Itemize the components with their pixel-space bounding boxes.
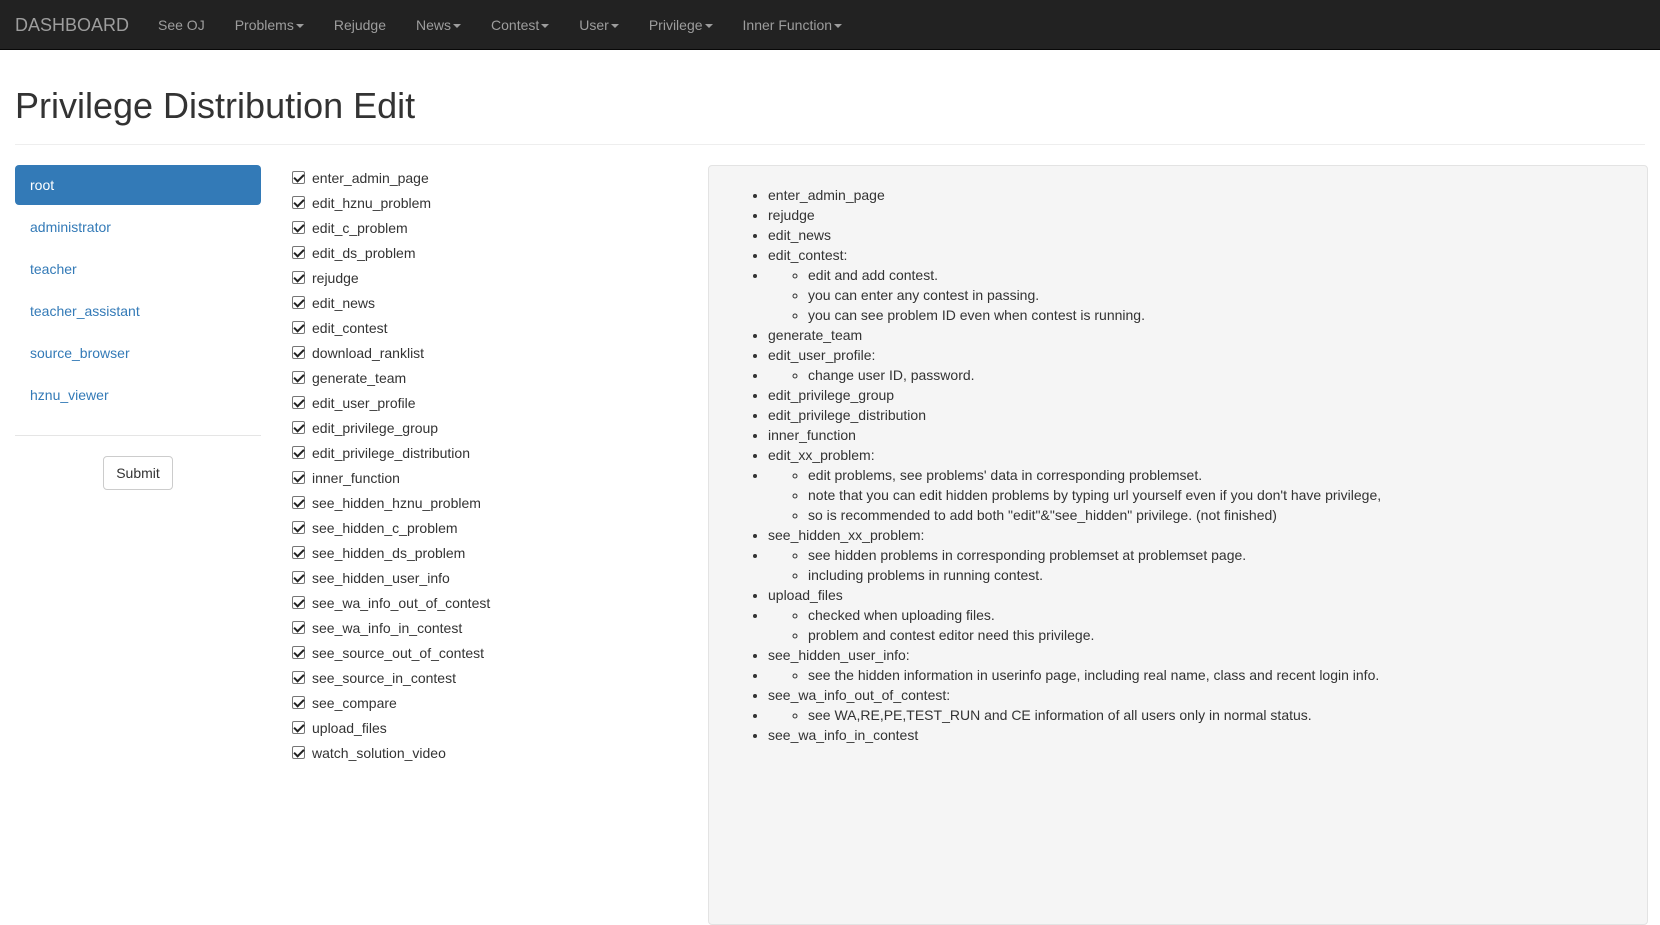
help-subitem: ◦ including problems in running contest. <box>808 565 1628 585</box>
privilege-label: rejudge <box>312 269 359 286</box>
privilege-label: see_source_out_of_contest <box>312 644 485 661</box>
privilege-label: see_compare <box>312 694 397 711</box>
submit-wrap <box>15 456 261 490</box>
privilege-checkbox[interactable] <box>292 271 305 284</box>
privilege-item <box>292 740 672 765</box>
privilege-checkbox[interactable] <box>292 571 305 584</box>
help-item <box>768 405 1628 425</box>
nav-menu <box>143 0 857 50</box>
privilege-label: see_hidden_ds_problem <box>312 544 466 561</box>
help-item <box>768 325 1628 345</box>
privilege-label: edit_privilege_distribution <box>312 444 470 461</box>
help-item <box>768 245 1628 265</box>
privilege-checkbox[interactable] <box>292 446 305 459</box>
help-item-text: edit_user_profile: <box>768 347 876 363</box>
help-item-text: generate_team <box>768 327 863 343</box>
nav-item-user[interactable] <box>564 0 634 50</box>
privilege-label: enter_admin_page <box>312 169 429 186</box>
help-sublist <box>768 665 1628 685</box>
help-sublist <box>768 365 1628 385</box>
privilege-item <box>292 690 672 715</box>
help-item-text: edit_contest: <box>768 247 848 263</box>
privilege-label: edit_privilege_group <box>312 419 439 436</box>
help-item <box>768 545 1628 585</box>
privilege-checkbox[interactable] <box>292 596 305 609</box>
help-item <box>768 645 1628 665</box>
privilege-item <box>292 290 672 315</box>
help-item <box>768 185 1628 205</box>
privilege-checkbox[interactable] <box>292 346 305 359</box>
privilege-item <box>292 615 672 640</box>
help-item <box>768 685 1628 705</box>
nav-item-problems[interactable] <box>220 0 319 50</box>
privilege-checklist <box>292 165 672 765</box>
nav-item-privilege[interactable] <box>634 0 728 50</box>
privilege-item <box>292 165 672 190</box>
nav-item-contest[interactable] <box>476 0 564 50</box>
privilege-label: see_hidden_hznu_problem <box>312 494 481 511</box>
help-item <box>768 705 1628 725</box>
privilege-item <box>292 315 672 340</box>
help-subitem: ◦ so is recommended to add both "edit"&"see_hidden" privilege. (not finished) <box>808 505 1628 525</box>
help-item-text: edit_xx_problem: <box>768 447 875 463</box>
privilege-checkbox[interactable] <box>292 371 305 384</box>
privilege-checkbox[interactable] <box>292 246 305 259</box>
privilege-item <box>292 715 672 740</box>
help-item-text: upload_files <box>768 587 843 603</box>
privilege-checkbox[interactable] <box>292 171 305 184</box>
privilege-label: edit_c_problem <box>312 219 408 236</box>
group-item-teacher-assistant[interactable]: teacher_assistant <box>30 303 140 319</box>
caret-down-icon <box>834 24 842 28</box>
help-subitem: ◦ • checked when uploading files. <box>808 605 1628 625</box>
group-item-administrator[interactable]: administrator <box>30 219 111 235</box>
privilege-checkbox[interactable] <box>292 521 305 534</box>
help-item-text: see_wa_info_in_contest <box>768 727 919 743</box>
help-item <box>768 365 1628 385</box>
help-item <box>768 385 1628 405</box>
privilege-item <box>292 640 672 665</box>
help-subitem: ◦ • edit problems, see problems' data in corresponding problemset. <box>808 465 1628 485</box>
nav-item-rejudge[interactable] <box>319 0 401 50</box>
help-item <box>768 605 1628 645</box>
caret-down-icon <box>705 24 713 28</box>
help-item <box>768 345 1628 365</box>
privilege-item <box>292 590 672 615</box>
privilege-item <box>292 440 672 465</box>
privilege-label: watch_solution_video <box>312 744 446 761</box>
nav-item-label: Contest <box>491 16 540 33</box>
privilege-item <box>292 415 672 440</box>
nav-item-inner-function[interactable] <box>728 0 858 50</box>
page-header <box>15 50 1645 145</box>
privilege-label: edit_user_profile <box>312 394 416 411</box>
help-item <box>768 525 1628 545</box>
nav-item-see-oj[interactable] <box>143 0 220 50</box>
help-subitem: ◦ • see hidden problems in corresponding problemset at problemset page. <box>808 545 1628 565</box>
privilege-checkbox[interactable] <box>292 546 305 559</box>
help-item-text: edit_privilege_distribution <box>768 407 926 423</box>
privilege-checkbox[interactable] <box>292 646 305 659</box>
caret-down-icon <box>611 24 619 28</box>
nav-item-label: Rejudge <box>333 16 386 33</box>
help-item-text: see_hidden_user_info: <box>768 647 910 663</box>
caret-down-icon <box>541 24 549 28</box>
privilege-item <box>292 515 672 540</box>
help-list <box>728 185 1628 745</box>
help-item <box>768 225 1628 245</box>
privilege-item <box>292 240 672 265</box>
group-item-root[interactable]: root <box>15 165 261 205</box>
help-item-text: see_wa_info_out_of_contest: <box>768 687 951 703</box>
help-item-text: inner_function <box>768 427 856 443</box>
help-item <box>768 725 1628 745</box>
privilege-item <box>292 465 672 490</box>
nav-item-label: Inner Function <box>742 16 833 33</box>
privilege-label: download_ranklist <box>312 344 425 361</box>
privilege-checkbox[interactable] <box>292 696 305 709</box>
privilege-checkbox[interactable] <box>292 221 305 234</box>
privilege-item <box>292 665 672 690</box>
help-subitem: ◦ • edit and add contest. <box>808 265 1628 285</box>
privilege-label: edit_news <box>312 294 376 311</box>
privilege-item <box>292 265 672 290</box>
help-sublist <box>768 545 1628 585</box>
privilege-label: edit_ds_problem <box>312 244 416 261</box>
privilege-label: see_hidden_c_problem <box>312 519 458 536</box>
privilege-label: upload_files <box>312 719 387 736</box>
privilege-item <box>292 365 672 390</box>
help-subitem: ◦ • see the hidden information in userinfo page, including real name, class and recent login info. <box>808 665 1628 685</box>
help-item <box>768 265 1628 325</box>
help-item-text: edit_privilege_group <box>768 387 895 403</box>
privilege-label: see_source_in_contest <box>312 669 456 686</box>
privilege-checkbox[interactable] <box>292 321 305 334</box>
privilege-label: inner_function <box>312 469 400 486</box>
help-subitem: ◦ you can see problem ID even when contest is running. <box>808 305 1628 325</box>
privilege-checkbox[interactable] <box>292 471 305 484</box>
privilege-item <box>292 490 672 515</box>
caret-down-icon <box>453 24 461 28</box>
help-item <box>768 205 1628 225</box>
divider <box>15 435 261 436</box>
privilege-checkbox[interactable] <box>292 296 305 309</box>
nav-item-label: Privilege <box>648 16 703 33</box>
help-subitem: ◦ • change user ID, password. <box>808 365 1628 385</box>
group-item-source-browser[interactable]: source_browser <box>30 345 130 361</box>
help-subitem: ◦ note that you can edit hidden problems by typing url yourself even if you don't have privilege, <box>808 485 1628 505</box>
help-item <box>768 445 1628 465</box>
nav-item-label: User <box>579 16 609 33</box>
help-item <box>768 585 1628 605</box>
nav-item-news[interactable] <box>401 0 476 50</box>
privilege-label: edit_contest <box>312 319 388 336</box>
privilege-item <box>292 390 672 415</box>
help-item-text: enter_admin_page <box>768 187 885 203</box>
privilege-item <box>292 565 672 590</box>
privilege-item <box>292 190 672 215</box>
privilege-checkbox[interactable] <box>292 721 305 734</box>
privilege-item <box>292 340 672 365</box>
privilege-label: generate_team <box>312 369 407 386</box>
privilege-label: see_hidden_user_info <box>312 569 450 586</box>
privilege-item <box>292 215 672 240</box>
privilege-label: edit_hznu_problem <box>312 194 432 211</box>
help-sublist <box>768 465 1628 525</box>
group-nav <box>15 165 261 490</box>
help-item <box>768 425 1628 445</box>
caret-down-icon <box>296 24 304 28</box>
group-item-hznu-viewer[interactable]: hznu_viewer <box>30 387 109 403</box>
privilege-item <box>292 540 672 565</box>
privilege-label: see_wa_info_in_contest <box>312 619 463 636</box>
help-sublist <box>768 265 1628 325</box>
help-item <box>768 665 1628 685</box>
help-sublist <box>768 705 1628 725</box>
group-item-teacher[interactable]: teacher <box>30 261 77 277</box>
privilege-checkbox[interactable] <box>292 746 305 759</box>
privilege-checkbox[interactable] <box>292 396 305 409</box>
privilege-checkbox[interactable] <box>292 496 305 509</box>
help-item-text: edit_news <box>768 227 832 243</box>
nav-item-label: News <box>416 16 452 33</box>
page-title: Privilege Distribution Edit <box>15 85 416 126</box>
help-item <box>768 465 1628 525</box>
submit-button[interactable]: Submit <box>103 456 173 490</box>
privilege-help-panel <box>708 165 1648 925</box>
brand-link[interactable]: DASHBOARD <box>15 14 130 35</box>
help-subitem: ◦ • see WA,RE,PE,TEST_RUN and CE information of all users only in normal status. <box>808 705 1628 725</box>
help-item-text: see_hidden_xx_problem: <box>768 527 925 543</box>
help-sublist <box>768 605 1628 645</box>
privilege-label: see_wa_info_out_of_contest <box>312 594 491 611</box>
nav-item-label: Problems <box>234 16 294 33</box>
top-navbar <box>0 0 1660 50</box>
help-subitem: ◦ problem and contest editor need this privilege. <box>808 625 1628 645</box>
nav-item-label: See OJ <box>158 16 205 33</box>
privilege-checkbox[interactable] <box>292 621 305 634</box>
privilege-checkbox[interactable] <box>292 671 305 684</box>
help-subitem: ◦ you can enter any contest in passing. <box>808 285 1628 305</box>
privilege-checkbox[interactable] <box>292 196 305 209</box>
help-item-text: rejudge <box>768 207 815 223</box>
privilege-checkbox[interactable] <box>292 421 305 434</box>
